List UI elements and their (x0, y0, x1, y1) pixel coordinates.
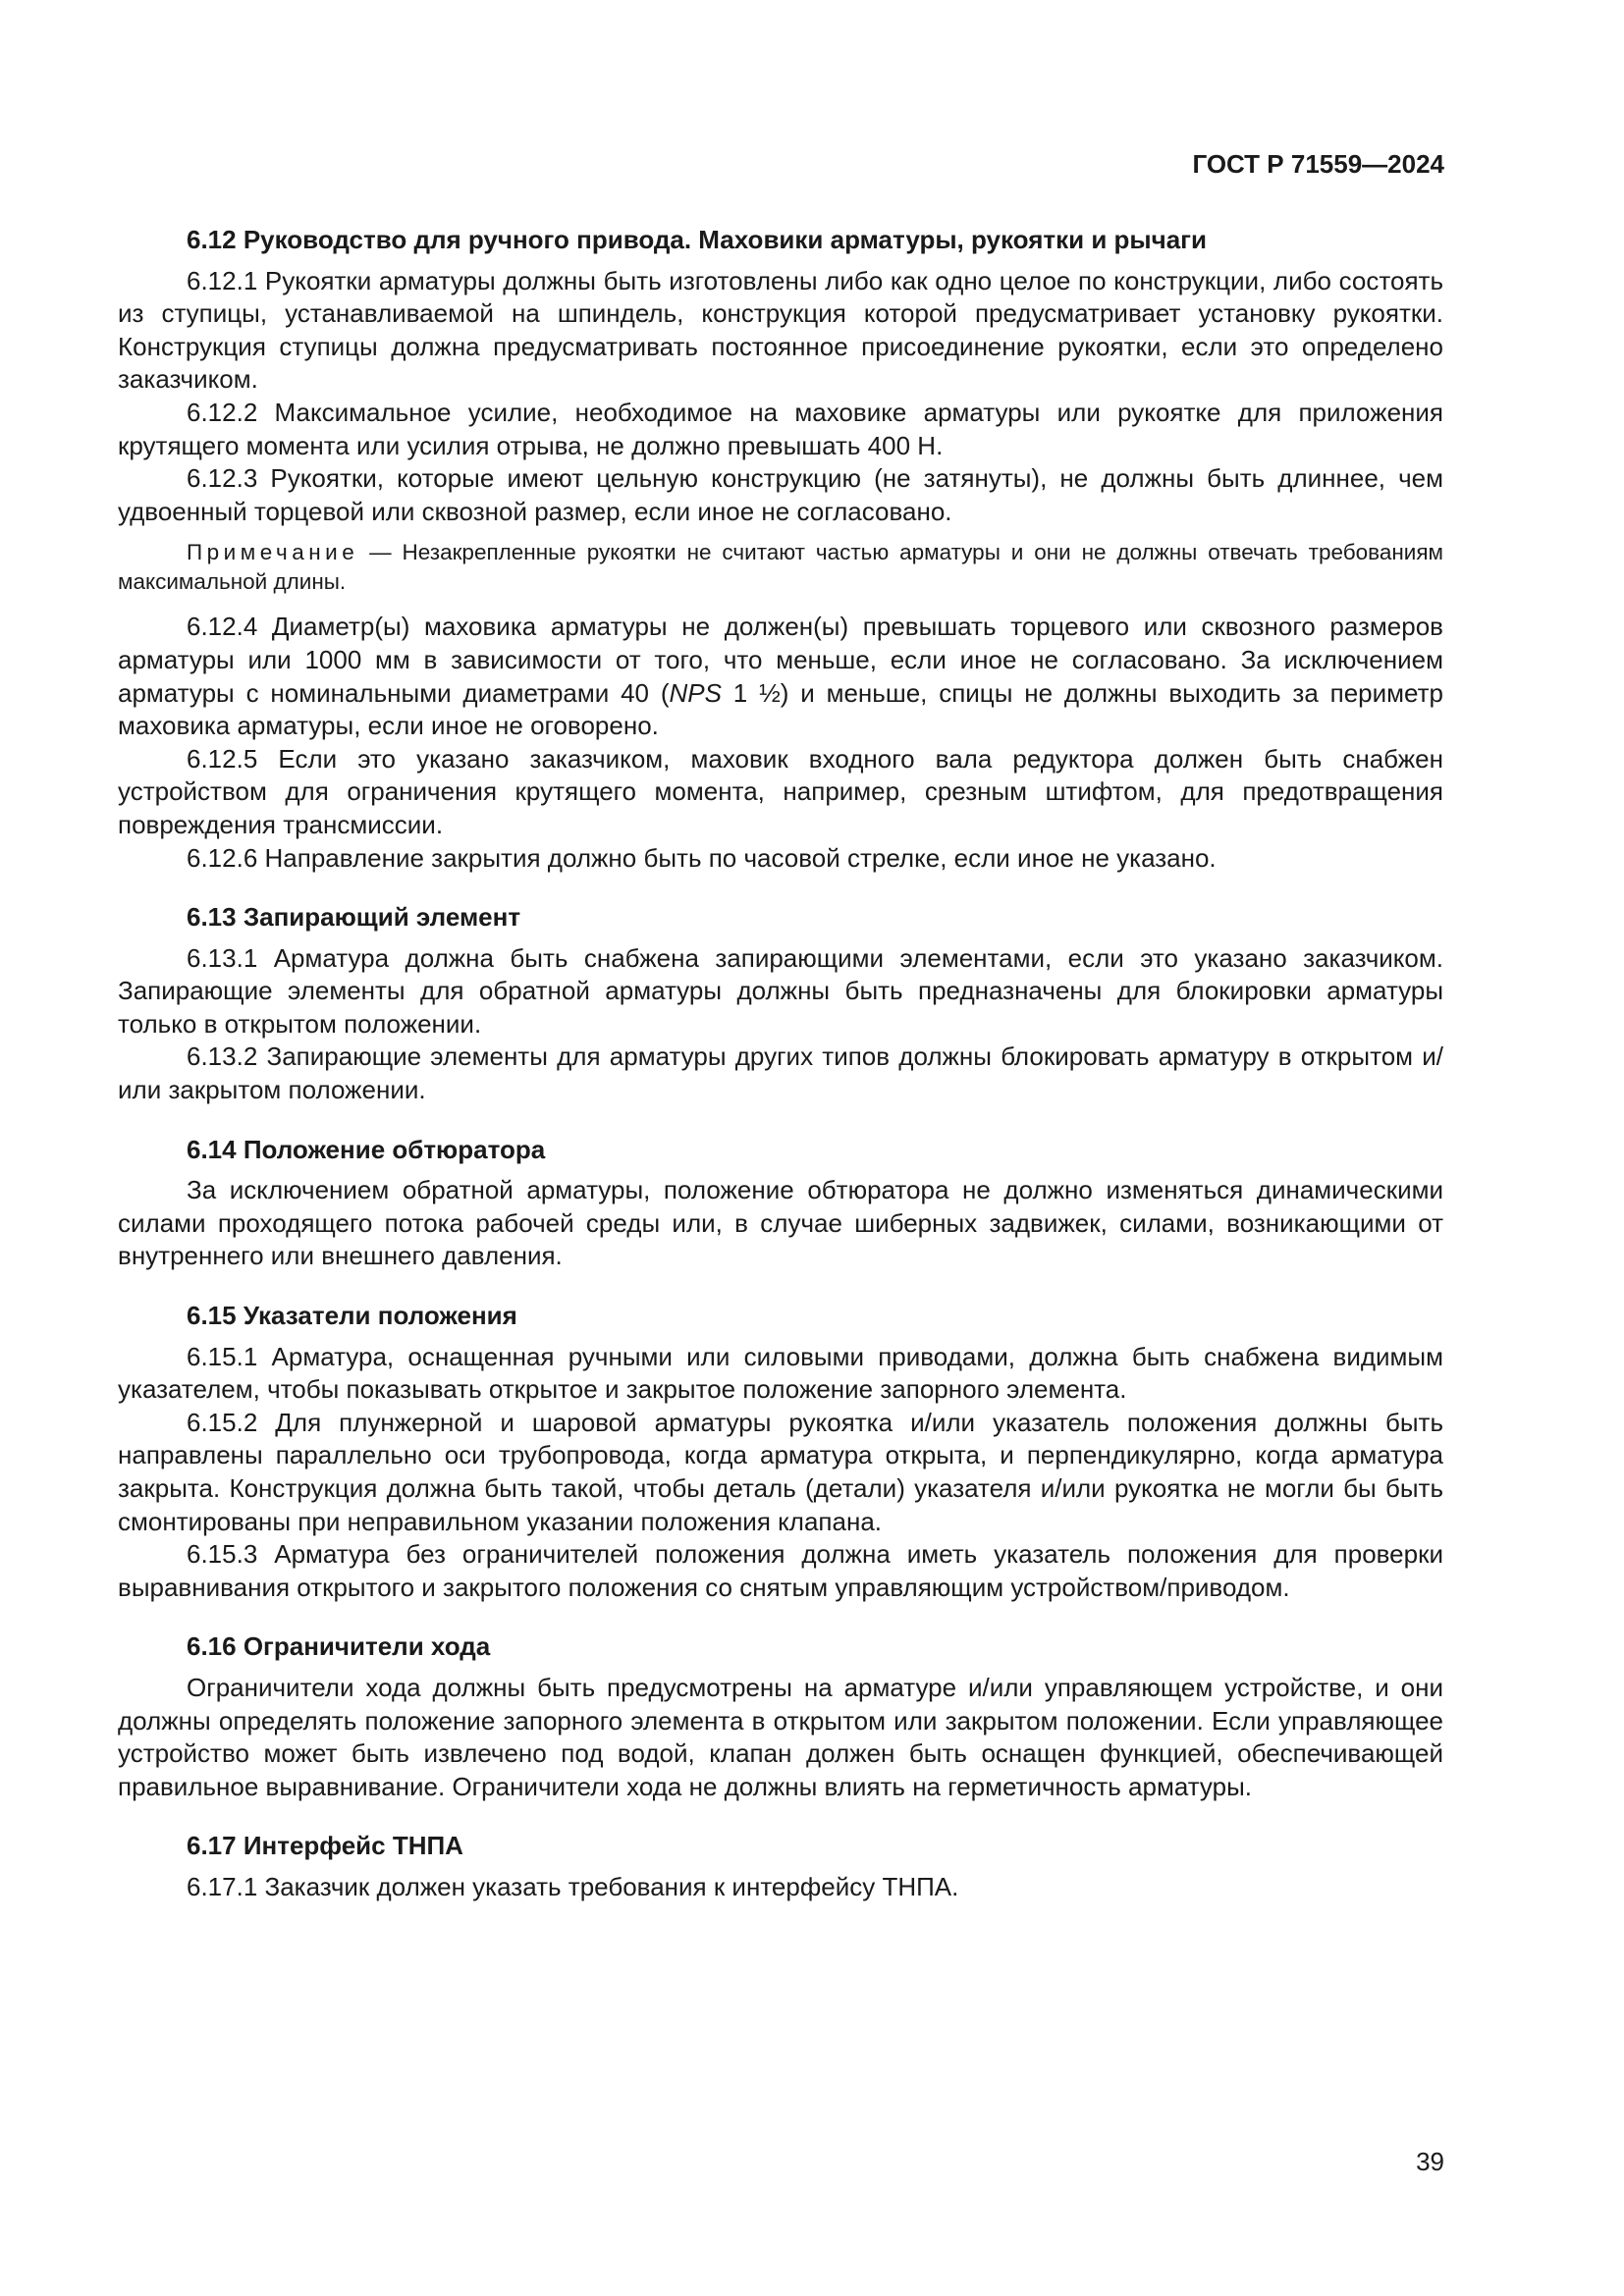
section-title-6-12: 6.12 Руководство для ручного привода. Маховики арматуры, рукоятки и рычаги (187, 225, 1207, 254)
paragraph-6-12-6: 6.12.6 Направление закрытия должно быть по часовой стрелке, если иное не указано. (187, 842, 1217, 873)
paragraph-6-12-1: 6.12.1 Рукоятки арматуры должны быть изготовлены либо как одно целое по конструкции, либо состоять из ступицы, устанавливаемой на шпиндель, конструкция которой предусматривает установку рукоятки. Конструкция ступицы должна предусматривать постоянное присоединение рукоятки, если это определено заказчиком. (118, 265, 1443, 395)
section-title-6-17: 6.17 Интерфейс ТНПА (187, 1831, 463, 1861)
paragraph-6-15-2: 6.15.2 Для плунжерной и шаровой арматуры рукоятка и/или указатель положения должны быть направлены параллельно оси трубопровода, когда арматура открыта, и перпендикулярно, когда арматура закрыта. Конструкция должна быть такой, чтобы деталь (детали) указателя и/или рукоятка не могли бы быть смонтированы при неправильном указании положения клапана. (118, 1407, 1443, 1536)
paragraph-6-13-2: 6.13.2 Запирающие элементы для арматуры других типов должны блокировать арматуру в открытом и/или закрытом положении. (118, 1041, 1443, 1105)
note-label: Примечание (187, 540, 359, 565)
page-content (118, 224, 1443, 1904)
paragraph-6-13-1: 6.13.1 Арматура должна быть снабжена запирающими элементами, если это указано заказчиком. Запирающие элементы для обратной арматуры должны быть предназначены для блокировки арматуры только в открытом положении. (118, 942, 1443, 1039)
paragraph-6-12-4 (118, 611, 1443, 742)
paragraph-6-12-4-part-b: 1 ½) и меньше, спицы не должны выходить за периметр маховика арматуры, если иное не оговорено. (118, 677, 1444, 741)
paragraph-6-15-1: 6.15.1 Арматура, оснащенная ручными или силовыми приводами, должна быть снабжена видимым указателем, чтобы показывать открытое и закрытое положение запорного элемента. (118, 1341, 1443, 1405)
paragraph-6-12-4-part-a: 6.12.4 Диаметр(ы) маховика арматуры не должен(ы) превышать торцевого или сквозного размеров арматуры или 1000 мм в зависимости от того, что меньше, если иное не согласовано. За исключением арматуры с номинальными диаметрами 40 ( (118, 612, 1443, 708)
paragraph-6-12-3: 6.12.3 Рукоятки, которые имеют цельную конструкцию (не затянуты), не должны быть длиннее, чем удвоенный торцевой или сквозной размер, если иное не согласовано. (118, 463, 1443, 526)
paragraph-6-17-1: 6.17.1 Заказчик должен указать требования к интерфейсу ТНПА. (187, 1871, 959, 1901)
note (118, 538, 1443, 597)
section-title-6-16: 6.16 Ограничители хода (187, 1631, 491, 1662)
paragraph-6-12-5: 6.12.5 Если это указано заказчиком, маховик входного вала редуктора должен быть снабжен устройством для ограничения крутящего момента, например, срезным штифтом, для предотвращения повреждения трансмиссии. (118, 743, 1443, 839)
document-id-header: ГОСТ Р 71559—2024 (1192, 149, 1444, 179)
note-text: — Незакрепленные рукоятки не считают частью арматуры и они не должны отвечать требованиям максимальной длины. (118, 540, 1443, 595)
nps-term: NPS (669, 677, 722, 708)
section-title-6-15: 6.15 Указатели положения (187, 1301, 517, 1331)
paragraph-6-15-3: 6.15.3 Арматура без ограничителей положения должна иметь указатель положения для проверки выравнивания открытого и закрытого положения со снятым управляющим устройством/приводом. (118, 1539, 1443, 1602)
section-title-6-13: 6.13 Запирающий элемент (187, 902, 521, 933)
paragraph-6-14: За исключением обратной арматуры, положение обтюратора не должно изменяться динамическими силами проходящего потока рабочей среды или, в случае шиберных задвижек, силами, возникающими от внутреннего или внешнего давления. (118, 1175, 1443, 1271)
section-title-6-14: 6.14 Положение обтюратора (187, 1134, 546, 1164)
paragraph-6-16: Ограничители хода должны быть предусмотрены на арматуре и/или управляющем устройстве, и они должны определять положение запорного элемента в открытом или закрытом положении. Если управляющее устройство может быть извлечено под водой, клапан должен быть оснащен функцией, обеспечивающей правильное выравнивание. Ограничители хода не должны влиять на герметичность арматуры. (118, 1672, 1443, 1801)
page-number: 39 (1416, 2147, 1444, 2176)
paragraph-6-12-2: 6.12.2 Максимальное усилие, необходимое на маховике арматуры или рукоятке для приложения крутящего момента или усилия отрыва, не должно превышать 400 Н. (118, 397, 1443, 460)
